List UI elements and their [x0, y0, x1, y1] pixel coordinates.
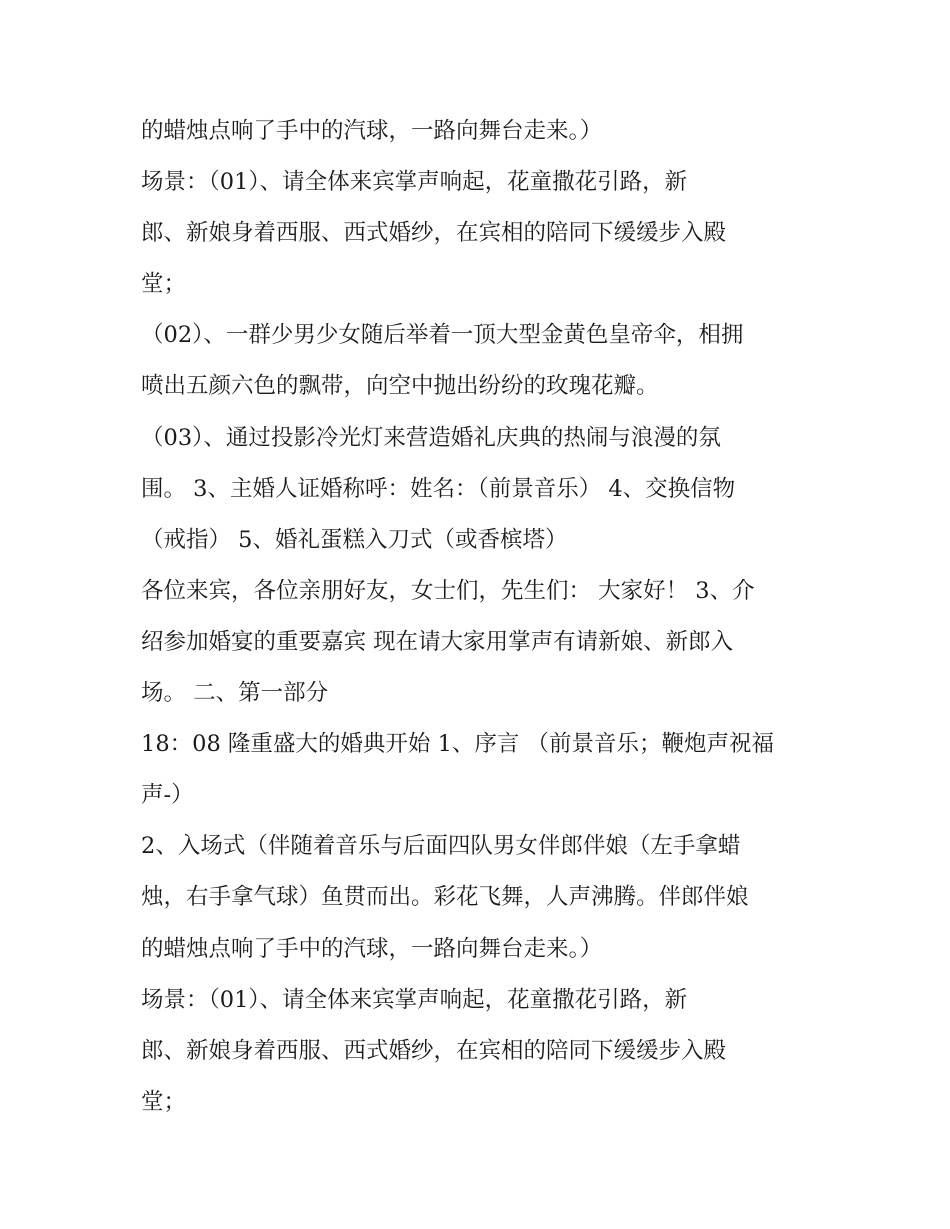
text-line: （02）、一群少男少女随后举着一顶大型金黄色皇帝伞，相拥: [141, 322, 744, 349]
text-line: （戒指） 5、婚礼蛋糕入刀式（或香槟塔）: [141, 526, 568, 553]
text-line: 围。 3、主婚人证婚称呼：姓名：（前景音乐） 4、交换信物: [141, 475, 736, 502]
text-line: 喷出五颜六色的飘带，向空中抛出纷纷的玫瑰花瓣。: [141, 373, 659, 400]
text-line: 堂；: [141, 1088, 187, 1115]
text-line: 郎、新娘身着西服、西式婚纱，在宾相的陪同下缓缓步入殿: [141, 1037, 727, 1064]
text-line: 的蜡烛点响了手中的汽球，一路向舞台走来。）: [141, 935, 603, 962]
text-line: 各位来宾，各位亲朋好友，女士们，先生们： 大家好！ 3、介: [141, 577, 755, 604]
text-line: 郎、新娘身着西服、西式婚纱，在宾相的陪同下缓缓步入殿: [141, 220, 727, 247]
text-line: 烛，右手拿气球）鱼贯而出。彩花飞舞，人声沸腾。伴郎伴娘: [141, 884, 749, 911]
text-line: 场景：（01）、请全体来宾掌声响起，花童撒花引路，新: [141, 986, 688, 1013]
text-line: 的蜡烛点响了手中的汽球，一路向舞台走来。）: [141, 118, 603, 144]
text-line: 绍参加婚宴的重要嘉宾 现在请大家用掌声有请新娘、新郎入: [141, 628, 734, 655]
text-line: 堂；: [141, 271, 187, 298]
text-line: （03）、通过投影冷光灯来营造婚礼庆典的热闹与浪漫的氛: [141, 424, 721, 451]
text-line: 场景：（01）、请全体来宾掌声响起，花童撒花引路，新: [141, 169, 688, 196]
text-line: 场。 二、第一部分: [141, 680, 329, 707]
text-line: 18：08 隆重盛大的婚典开始 1、序言 （前景音乐；鞭炮声祝福: [141, 731, 775, 758]
text-line: 声-）: [141, 782, 194, 809]
text-line: 2、入场式（伴随着音乐与后面四队男女伴郎伴娘（左手拿蜡: [141, 833, 741, 860]
document-body: [141, 112, 831, 1134]
